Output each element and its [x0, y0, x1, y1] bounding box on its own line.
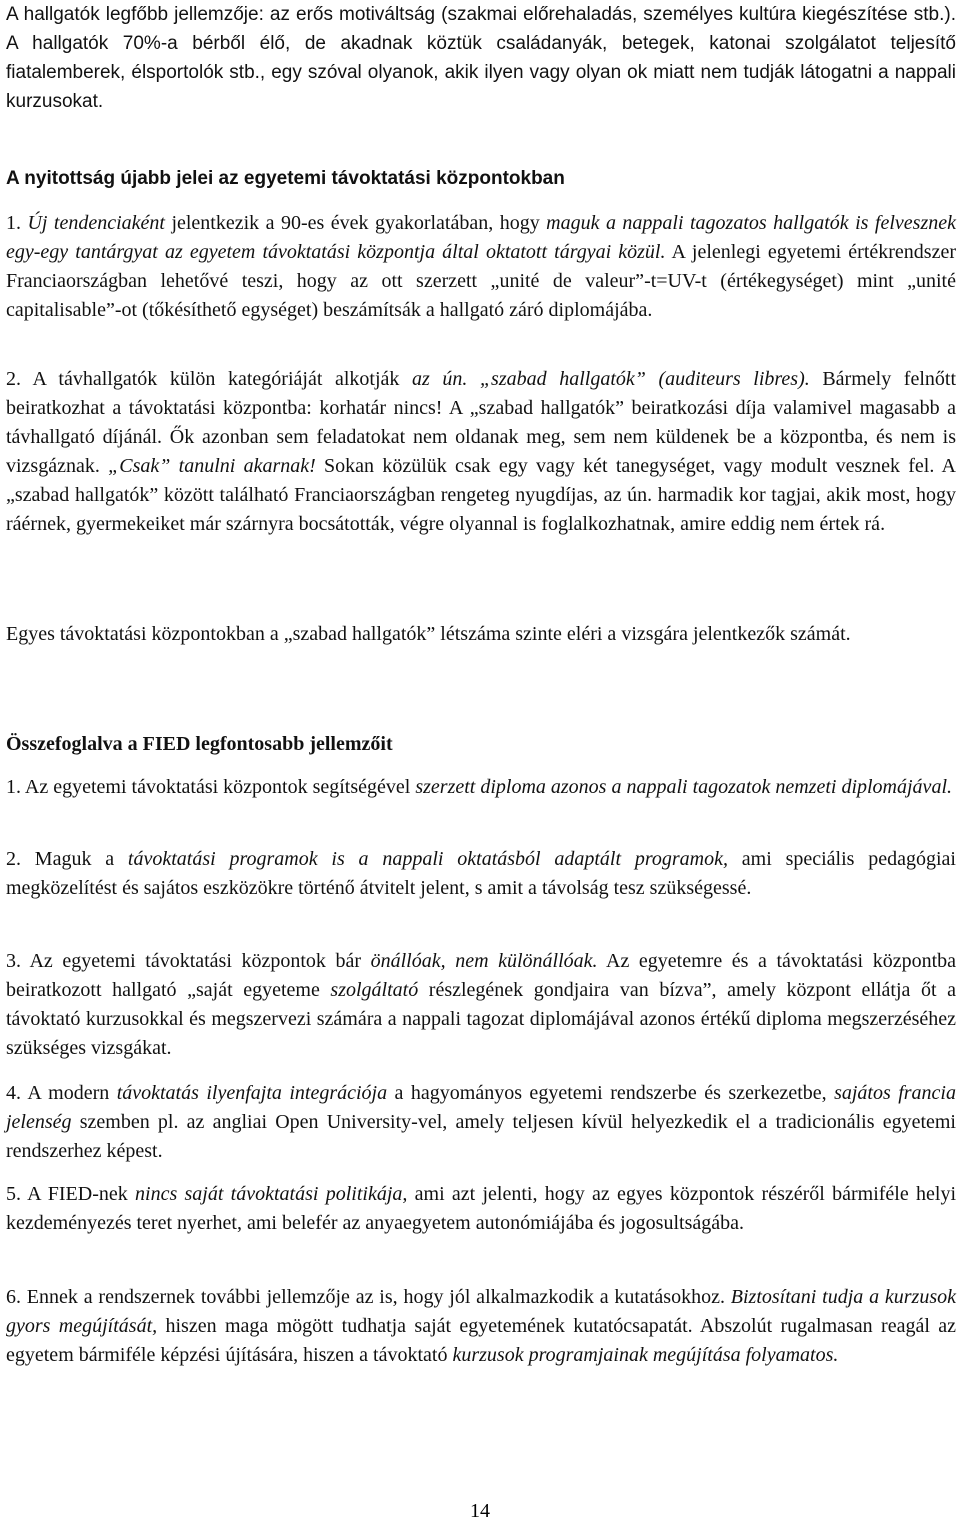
italic-run: Biztosítani tudja a kurzusok gyors megújítását,: [6, 1286, 956, 1337]
intro-paragraph: [6, 0, 956, 116]
summary-item-6: [6, 1283, 956, 1370]
text-run: hiszen maga mögött tudhatja saját egyetemének kutatócsapatát. Abszolút rugalmasan reagál az egyetem bármiféle képzési újítására, hiszen a távoktató: [6, 1315, 956, 1366]
summary-item-6-text: [6, 1283, 956, 1370]
text-run: a hagyományos egyetemi rendszerbe és szerkezetbe,: [387, 1082, 835, 1104]
summary-item-2: [6, 845, 956, 903]
italic-run: szerzett diploma azonos a nappali tagozatok nemzeti diplomájával.: [415, 776, 952, 798]
italic-run: kurzusok programjainak megújítása folyamatos.: [452, 1344, 839, 1366]
italic-run: szolgáltató: [330, 979, 419, 1001]
text-run: 2. A távhallgatók külön kategóriáját alkotják: [6, 368, 412, 390]
italic-run: maguk a nappali tagozatos hallgatók is felvesznek egy-egy tantárgyat az egyetem távoktatási központja által oktatott tárgyai közül.: [6, 212, 956, 263]
section-summary: [6, 733, 956, 756]
intro-text: A hallgatók legfőbb jellemzője: az erős motiváltság (szakmai előrehaladás, személyes kultúra kiegészítése stb.). A hallgatók 70%-a bérből élő, de akadnak köztük családanyák, betegek, katonai szolgálatot teljesítő fiatalemberek, élsportolók stb., egy szóval olyanok, akik ilyen vagy olyan ok miatt nem tudják látogatni a nappali kurzusokat.: [6, 4, 956, 112]
text-run: 6. Ennek a rendszernek további jellemzője az is, hogy jól alkalmazkodik a kutatásokhoz.: [6, 1286, 731, 1308]
summary-item-2-text: [6, 845, 956, 903]
text-run: részlegének gondjaira van bízva”, amely központ ellátja őt a távoktató kurzusokkal és megszervezi számára a nappali tagozat diplomájával azonos értékű diploma megszerzéséhez szükséges vizsgákat.: [6, 979, 957, 1059]
summary-item-5-text: [6, 1180, 956, 1238]
openness-item-1-text: [6, 209, 956, 325]
italic-run: Új tendenciaként: [27, 212, 165, 234]
text-run: Sokan közülük csak egy vagy két tanegységet, vagy modult vesznek fel. A „szabad hallgatók” között található Franciaországban rengeteg nyugdíjas, az ún. harmadik kor tagjai, akik most, hogy ráérnek, gyermekeiket már szárnyra bocsátották, végre olyannal is foglalkozhatnak, amire eddig nem értek rá.: [6, 455, 956, 535]
openness-item-2: [6, 365, 956, 539]
summary-item-3-text: [6, 947, 956, 1063]
summary-item-3: [6, 947, 956, 1063]
summary-item-1: [6, 773, 956, 802]
text-run: 2. Maguk a: [6, 848, 128, 870]
italic-run: sajátos francia jelenség: [6, 1082, 956, 1133]
text-run: Bármely felnőtt beiratkozhat a távoktatási központba: korhatár nincs! A „szabad hallgatók” beiratkozási díja valamivel magasabb a távhallgató díjánál. Ők azonban sem feladatokat nem oldanak meg, sem nem küldenek be a központba, és nem is vizsgáznak.: [6, 368, 956, 477]
openness-item-3-text: Egyes távoktatási központokban a „szabad hallgatók” létszáma szinte eléri a vizsgára jelentkezők számát.: [6, 623, 851, 645]
italic-run: távoktatási programok is a nappali oktatásból adaptált programok,: [127, 848, 728, 870]
italic-run: távoktatás ilyenfajta integrációja: [116, 1082, 388, 1104]
openness-item-2-text: [6, 365, 956, 539]
text-run: ami speciális pedagógiai megközelítést és sajátos eszközökre történő átvitelt jelent, s amit a távolság tesz szükségessé.: [6, 848, 956, 899]
text-run: A jelenlegi egyetemi értékrendszer Franciaországban lehetővé teszi, hogy az ott szerzett „unité de valeur”-t=UV-t (értékegységet) mint „unité capitalisable”-ot (tőkésíthető egységet) beszámítsák a hallgató záró diplomájába.: [6, 241, 956, 321]
text-run: ami azt jelenti, hogy az egyes központok részéről bármiféle helyi kezdeményezés teret nyerhet, ami belefér az anyaegyetem autonómiájába és jogosultságába.: [6, 1183, 956, 1234]
text-run: Az egyetemre és a távoktatási központba beiratkozott hallgató „saját egyeteme: [6, 950, 956, 1001]
openness-item-3: [6, 620, 956, 649]
text-run: 3. Az egyetemi távoktatási központok bár: [6, 950, 371, 972]
section-openness-title: A nyitottság újabb jelei az egyetemi távoktatási központokban: [6, 168, 565, 189]
section-openness: [6, 168, 956, 190]
italic-run: „Csak” tanulni akarnak!: [108, 455, 316, 477]
italic-run: nincs saját távoktatási politikája,: [135, 1183, 408, 1205]
text-run: jelentkezik a 90-es évek gyakorlatában, hogy: [164, 212, 547, 234]
summary-item-5: [6, 1180, 956, 1238]
italic-run: az ún. „szabad hallgatók” (auditeurs libres).: [411, 368, 810, 390]
openness-item-1: [6, 209, 956, 325]
page-number: 14: [470, 1500, 490, 1522]
section-summary-title: Összefoglalva a FIED legfontosabb jellemzőit: [6, 733, 393, 755]
text-run: 1. Az egyetemi távoktatási központok segítségével: [6, 776, 416, 798]
summary-item-4: [6, 1079, 956, 1166]
text-run: 1.: [6, 212, 28, 234]
text-run: 5. A FIED-nek: [6, 1183, 136, 1205]
summary-item-1-text: [6, 773, 956, 802]
summary-item-4-text: [6, 1079, 956, 1166]
italic-run: önállóak, nem különállóak.: [370, 950, 598, 972]
text-run: szemben pl. az angliai Open University-vel, amely teljesen kívül helyezkedik el a tradicionális egyetemi rendszerhez képest.: [6, 1111, 956, 1162]
text-run: 4. A modern: [6, 1082, 117, 1104]
